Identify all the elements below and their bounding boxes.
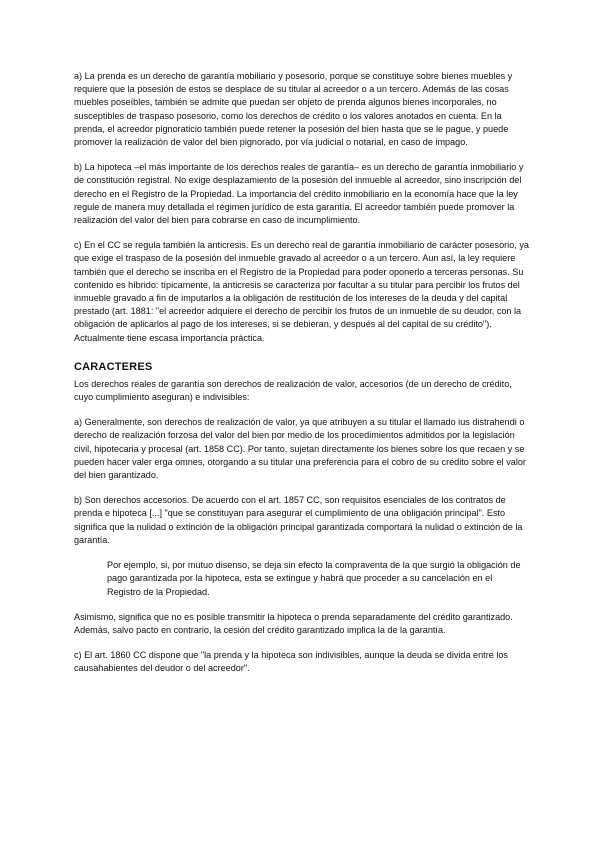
paragraph-prenda: a) La prenda es un derecho de garantía mobiliario y posesorio, porque se constituye sobre bienes muebles y requiere que la posesión de estos se desplace de su titular al acreedor o a un tercero. Además de las cosas muebles poseíbles, también se admite que puedan ser objeto de prenda algunos bienes incorporales, no susceptibles de traspaso posesorio, como los derechos de crédito o los valores anotados en cuenta. En la prenda, el acreedor pignoraticio también puede retener la posesión del bien hasta que se le pague, y puede promover la realización de valor del bien pignorado, por vía judicial o notarial, en caso de impago.: [74, 71, 513, 148]
paragraph-realizacion-valor: a) Generalmente, son derechos de realización de valor, ya que atribuyen a su titular el llamado ius distrahendi o derecho de realización forzosa del valor del bien por medio de los procedimientos admitidos por la legislación civil, hipotecaria y procesal (art. 1858 CC). Por tanto, sujetan directamente los bienes sobre los que recaen y se pueden hacer valer erga omnes, otorgando a su titular una preferencia para el cobro de su crédito sobre el valor del bien garantizado.: [74, 417, 526, 481]
paragraph-indivisibles: c) El art. 1860 CC dispone que "la prenda y la hipoteca son indivisibles, aunque la deuda se divida entre los causahabientes del deudor o del acreedor".: [74, 650, 508, 674]
paragraph-anticresis: c) En el CC se regula también la anticresis. Es un derecho real de garantía inmobiliario de carácter posesorio, ya que exige el traspaso de la posesión del inmueble gravado al acreedor o a un tercero. Aun así, la ley requiere también que el derecho se inscriba en el Registro de la Propiedad para poder oponerlo a terceras personas. Su contenido es híbrido: típicamente, la anticresis se caracteriza por facultar a su titular para percibir los frutos del inmueble gravado a fin de imputarlos a la obligación de restitución de los intereses de la deuda y del capital prestado (art. 1881: "el acreedor adquiere el derecho de percibir los frutos de un inmueble de su deudor, con la obligación de aplicarlos al pago de los intereses, si se debieran, y después al del capital de su crédito"). Actualmente tiene escasa importancia práctica.: [74, 240, 529, 343]
paragraph-asimismo: Asimismo, significa que no es posible transmitir la hipoteca o prenda separadamente del crédito garantizado. Además, salvo pacto en contrario, la cesión del crédito garantizado implica la de la garantía.: [74, 611, 513, 635]
section-heading: CARACTERES: [74, 360, 153, 373]
paragraph-hipoteca: b) La hipoteca –el más importante de los derechos reales de garantía– es un derecho de garantía inmobiliario y de constitución registral. No exige desplazamiento de la posesión del inmueble al acreedor, sino inscripción del derecho en el Registro de la Propiedad. La importancia del crédito inmobiliario en la economía hace que la ley regule de manera muy detallada el régimen jurídico de esta garantía. El acreedor también puede promover la realización del valor del bien para cobrarse en caso de incumplimiento.: [74, 162, 524, 226]
paragraph-example: Por ejemplo, si, por mutuo disenso, se deja sin efecto la compraventa de la que surgió la obligación de pago garantizada por la hipoteca, esta se extingue y habrá que proceder a su cancelación en el Registro de la Propiedad.: [107, 560, 521, 597]
document-body: [74, 70, 530, 676]
paragraph-intro: Los derechos reales de garantía son derechos de realización de valor, accesorios (de un derecho de crédito, cuyo cumplimiento aseguran) e indivisibles:: [74, 378, 512, 403]
paragraph-accesorios: b) Son derechos accesorios. De acuerdo con el art. 1857 CC, son requisitos esenciales de los contratos de prenda e hipoteca [...] "que se constituyan para asegurar el cumplimiento de una obligación principal". Esto significa que la nulidad o extinción de la obligación principal garantizada comportará la nulidad o extinción de la garantía.: [74, 495, 523, 545]
